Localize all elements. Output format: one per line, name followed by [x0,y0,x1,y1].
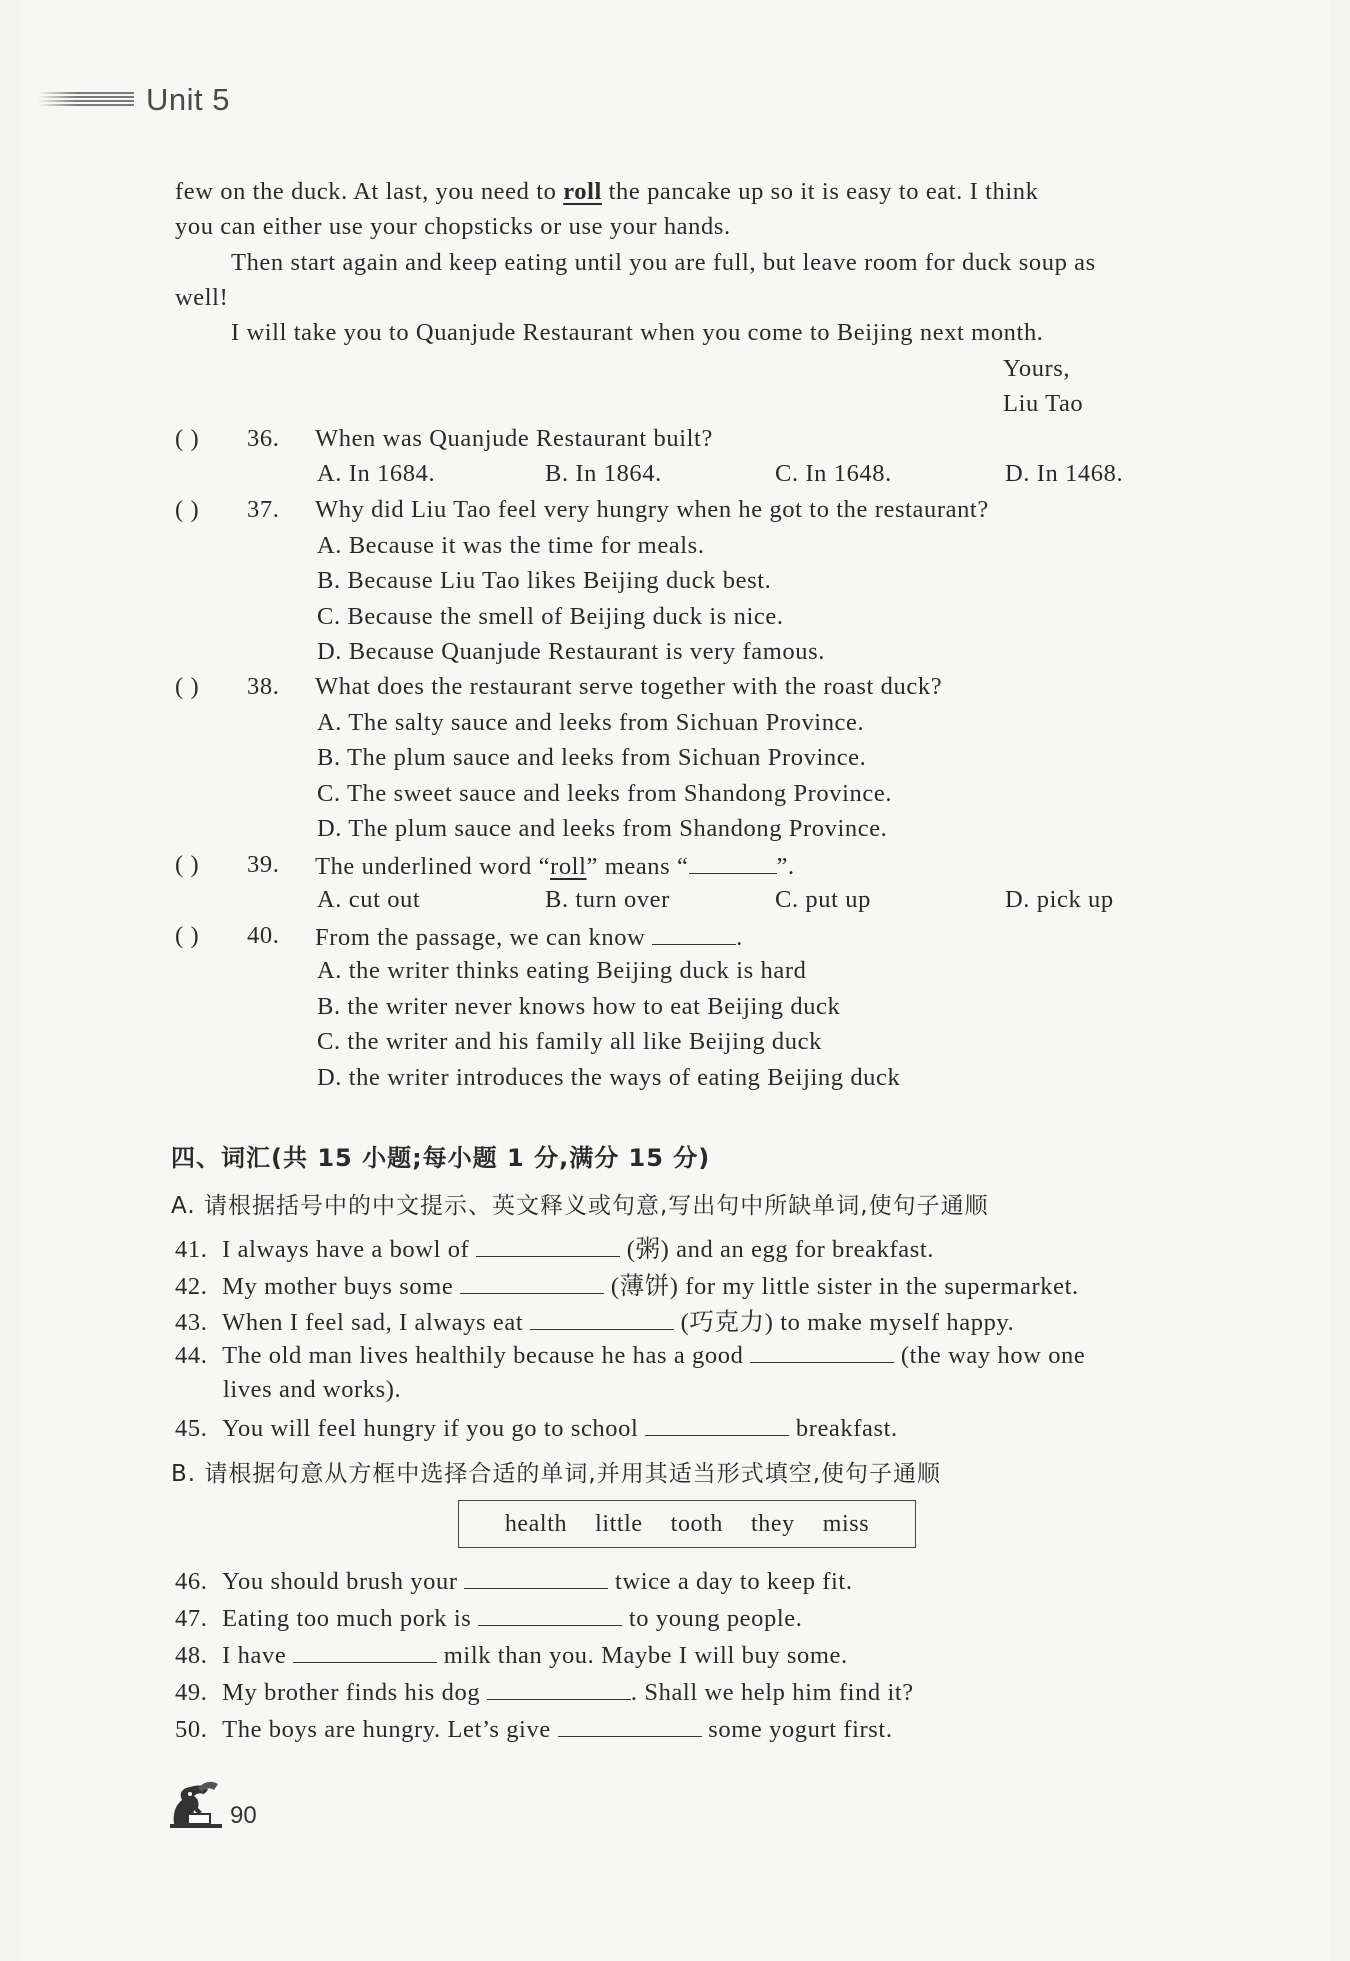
option-d: D. The plum sauce and leeks from Shandong Province. [317,815,888,842]
word-bank-item: little [595,1510,643,1537]
answer-parentheses[interactable]: ( ) [175,922,200,949]
item-number: 48. [175,1642,208,1669]
option-b: B. Because Liu Tao likes Beijing duck best. [317,567,772,594]
vocab-item-49 [175,1677,914,1707]
vocab-item-46 [175,1566,853,1596]
vocab-item-43 [175,1303,1014,1338]
answer-blank[interactable] [645,1413,789,1436]
answer-blank[interactable] [750,1340,894,1363]
reading-figure-icon [168,1778,224,1830]
answer-blank[interactable] [530,1307,674,1330]
question-text-part: The underlined word “ [315,853,551,880]
word-bank-item: health [504,1510,568,1537]
workbook-page [20,0,1330,1961]
item-text: You should brush your [222,1568,465,1595]
vocab-item-50 [175,1714,893,1744]
item-text: The old man lives healthily because he has a good [222,1342,751,1369]
question-number: 37. [247,496,280,523]
item-number: 47. [175,1605,208,1632]
underlined-word-roll: roll [563,178,602,205]
question-text-part: From the passage, we can know [315,924,653,951]
answer-blank[interactable] [487,1677,631,1700]
item-number: 43. [175,1309,208,1336]
option-b: B. In 1864. [545,460,662,487]
item-text: breakfast. [789,1415,898,1442]
question-text: When was Quanjude Restaurant built? [315,425,713,452]
vocab-item-44 [175,1340,1085,1370]
item-number: 44. [175,1342,208,1369]
item-text: (the way how one [894,1342,1086,1369]
question-text [315,922,743,952]
vocab-item-42 [175,1267,1079,1302]
section-heading: 四、词汇(共 15 小题;每小题 1 分,满分 15 分) [171,1144,711,1172]
unit-header [38,80,230,120]
item-text: . Shall we help him find it? [630,1679,914,1706]
vocab-item-41 [175,1230,934,1265]
option-d: D. In 1468. [1005,460,1124,487]
word-bank-item: tooth [670,1510,724,1537]
answer-blank[interactable] [689,851,777,874]
question-text [315,851,795,881]
answer-parentheses[interactable]: ( ) [175,673,200,700]
question-number: 40. [247,922,280,949]
option-c: C. put up [775,886,871,913]
question-text-part: ” means “ [586,853,689,880]
item-text: (粥) and an egg for breakfast. [620,1236,934,1263]
vocab-item-45 [175,1413,898,1443]
option-d: D. Because Quanjude Restaurant is very famous. [317,638,825,665]
item-text: You will feel hungry if you go to school [222,1415,646,1442]
item-text: When I feel sad, I always eat [222,1309,530,1336]
passage-line: Then start again and keep eating until you are full, but leave room for duck soup as [231,249,1096,276]
answer-parentheses[interactable]: ( ) [175,496,200,523]
question-text-part: . [736,924,743,951]
item-text: The boys are hungry. Let’s give [222,1716,558,1743]
question-text: What does the restaurant serve together with the roast duck? [315,673,943,700]
item-number: 45. [175,1415,208,1442]
option-c: C. Because the smell of Beijing duck is nice. [317,603,784,630]
option-d: D. the writer introduces the ways of eating Beijing duck [317,1064,901,1091]
item-number: 42. [175,1273,208,1300]
vocab-item-47 [175,1603,802,1633]
vocab-item-48 [175,1640,848,1670]
item-text: milk than you. Maybe I will buy some. [437,1642,848,1669]
option-c: C. the writer and his family all like Beijing duck [317,1028,822,1055]
item-text: Eating too much pork is [222,1605,479,1632]
word-bank-item: miss [822,1510,870,1537]
word-bank-box [458,1500,916,1548]
answer-blank[interactable] [293,1640,437,1663]
item-number: 41. [175,1236,208,1263]
option-b: B. turn over [545,886,670,913]
answer-blank[interactable] [478,1603,622,1626]
part-a-instruction: A. 请根据括号中的中文提示、英文释义或句意,写出句中所缺单词,使句子通顺 [171,1193,989,1219]
question-number: 39. [247,851,280,878]
answer-blank[interactable] [558,1714,702,1737]
item-text: twice a day to keep fit. [608,1568,853,1595]
option-a: A. Because it was the time for meals. [317,532,705,559]
question-text-part: ”. [776,853,795,880]
letter-closing: Yours, [1003,355,1071,382]
passage-line: well! [175,284,229,311]
passage-line: you can either use your chopsticks or use your hands. [175,213,731,240]
item-text: I always have a bowl of [222,1236,477,1263]
option-a: A. the writer thinks eating Beijing duck is hard [317,957,807,984]
item-text: My mother buys some [222,1273,461,1300]
item-text: some yogurt first. [701,1716,893,1743]
option-d: D. pick up [1005,886,1114,913]
item-text: (薄饼) for my little sister in the supermarket. [604,1273,1079,1300]
question-number: 38. [247,673,280,700]
option-c: C. The sweet sauce and leeks from Shandong Province. [317,780,893,807]
option-a: A. In 1684. [317,460,436,487]
underlined-word: roll [550,853,587,880]
answer-blank[interactable] [464,1566,608,1589]
question-text: Why did Liu Tao feel very hungry when he got to the restaurant? [315,496,989,523]
word-bank-item: they [751,1510,795,1537]
option-a: A. The salty sauce and leeks from Sichuan Province. [317,709,865,736]
part-b-instruction: B. 请根据句意从方框中选择合适的单词,并用其适当形式填空,使句子通顺 [171,1461,942,1487]
passage-line: I will take you to Quanjude Restaurant when you come to Beijing next month. [231,319,1044,346]
unit-title: Unit 5 [146,82,230,117]
answer-blank[interactable] [460,1271,604,1294]
item-text: (巧克力) to make myself happy. [673,1309,1015,1336]
item-number: 46. [175,1568,208,1595]
answer-parentheses[interactable]: ( ) [175,851,200,878]
option-b: B. the writer never knows how to eat Beijing duck [317,993,841,1020]
answer-blank[interactable] [652,922,736,945]
passage-text: few on the duck. At last, you need to [175,178,564,205]
item-number: 49. [175,1679,208,1706]
option-b: B. The plum sauce and leeks from Sichuan Province. [317,744,867,771]
vocab-item-44-continued: lives and works). [223,1376,402,1403]
option-c: C. In 1648. [775,460,892,487]
header-lines-decoration [38,92,134,108]
letter-signature: Liu Tao [1003,390,1084,417]
answer-blank[interactable] [476,1234,620,1257]
answer-parentheses[interactable]: ( ) [175,425,200,452]
passage-text: the pancake up so it is easy to eat. I think [601,178,1039,205]
item-number: 50. [175,1716,208,1743]
item-text: My brother finds his dog [222,1679,487,1706]
page-number: 90 [230,1802,257,1829]
item-text: to young people. [622,1605,803,1632]
item-text: I have [222,1642,294,1669]
question-number: 36. [247,425,280,452]
option-a: A. cut out [317,886,421,913]
page-footer [168,1778,257,1830]
passage-line [175,178,1038,206]
